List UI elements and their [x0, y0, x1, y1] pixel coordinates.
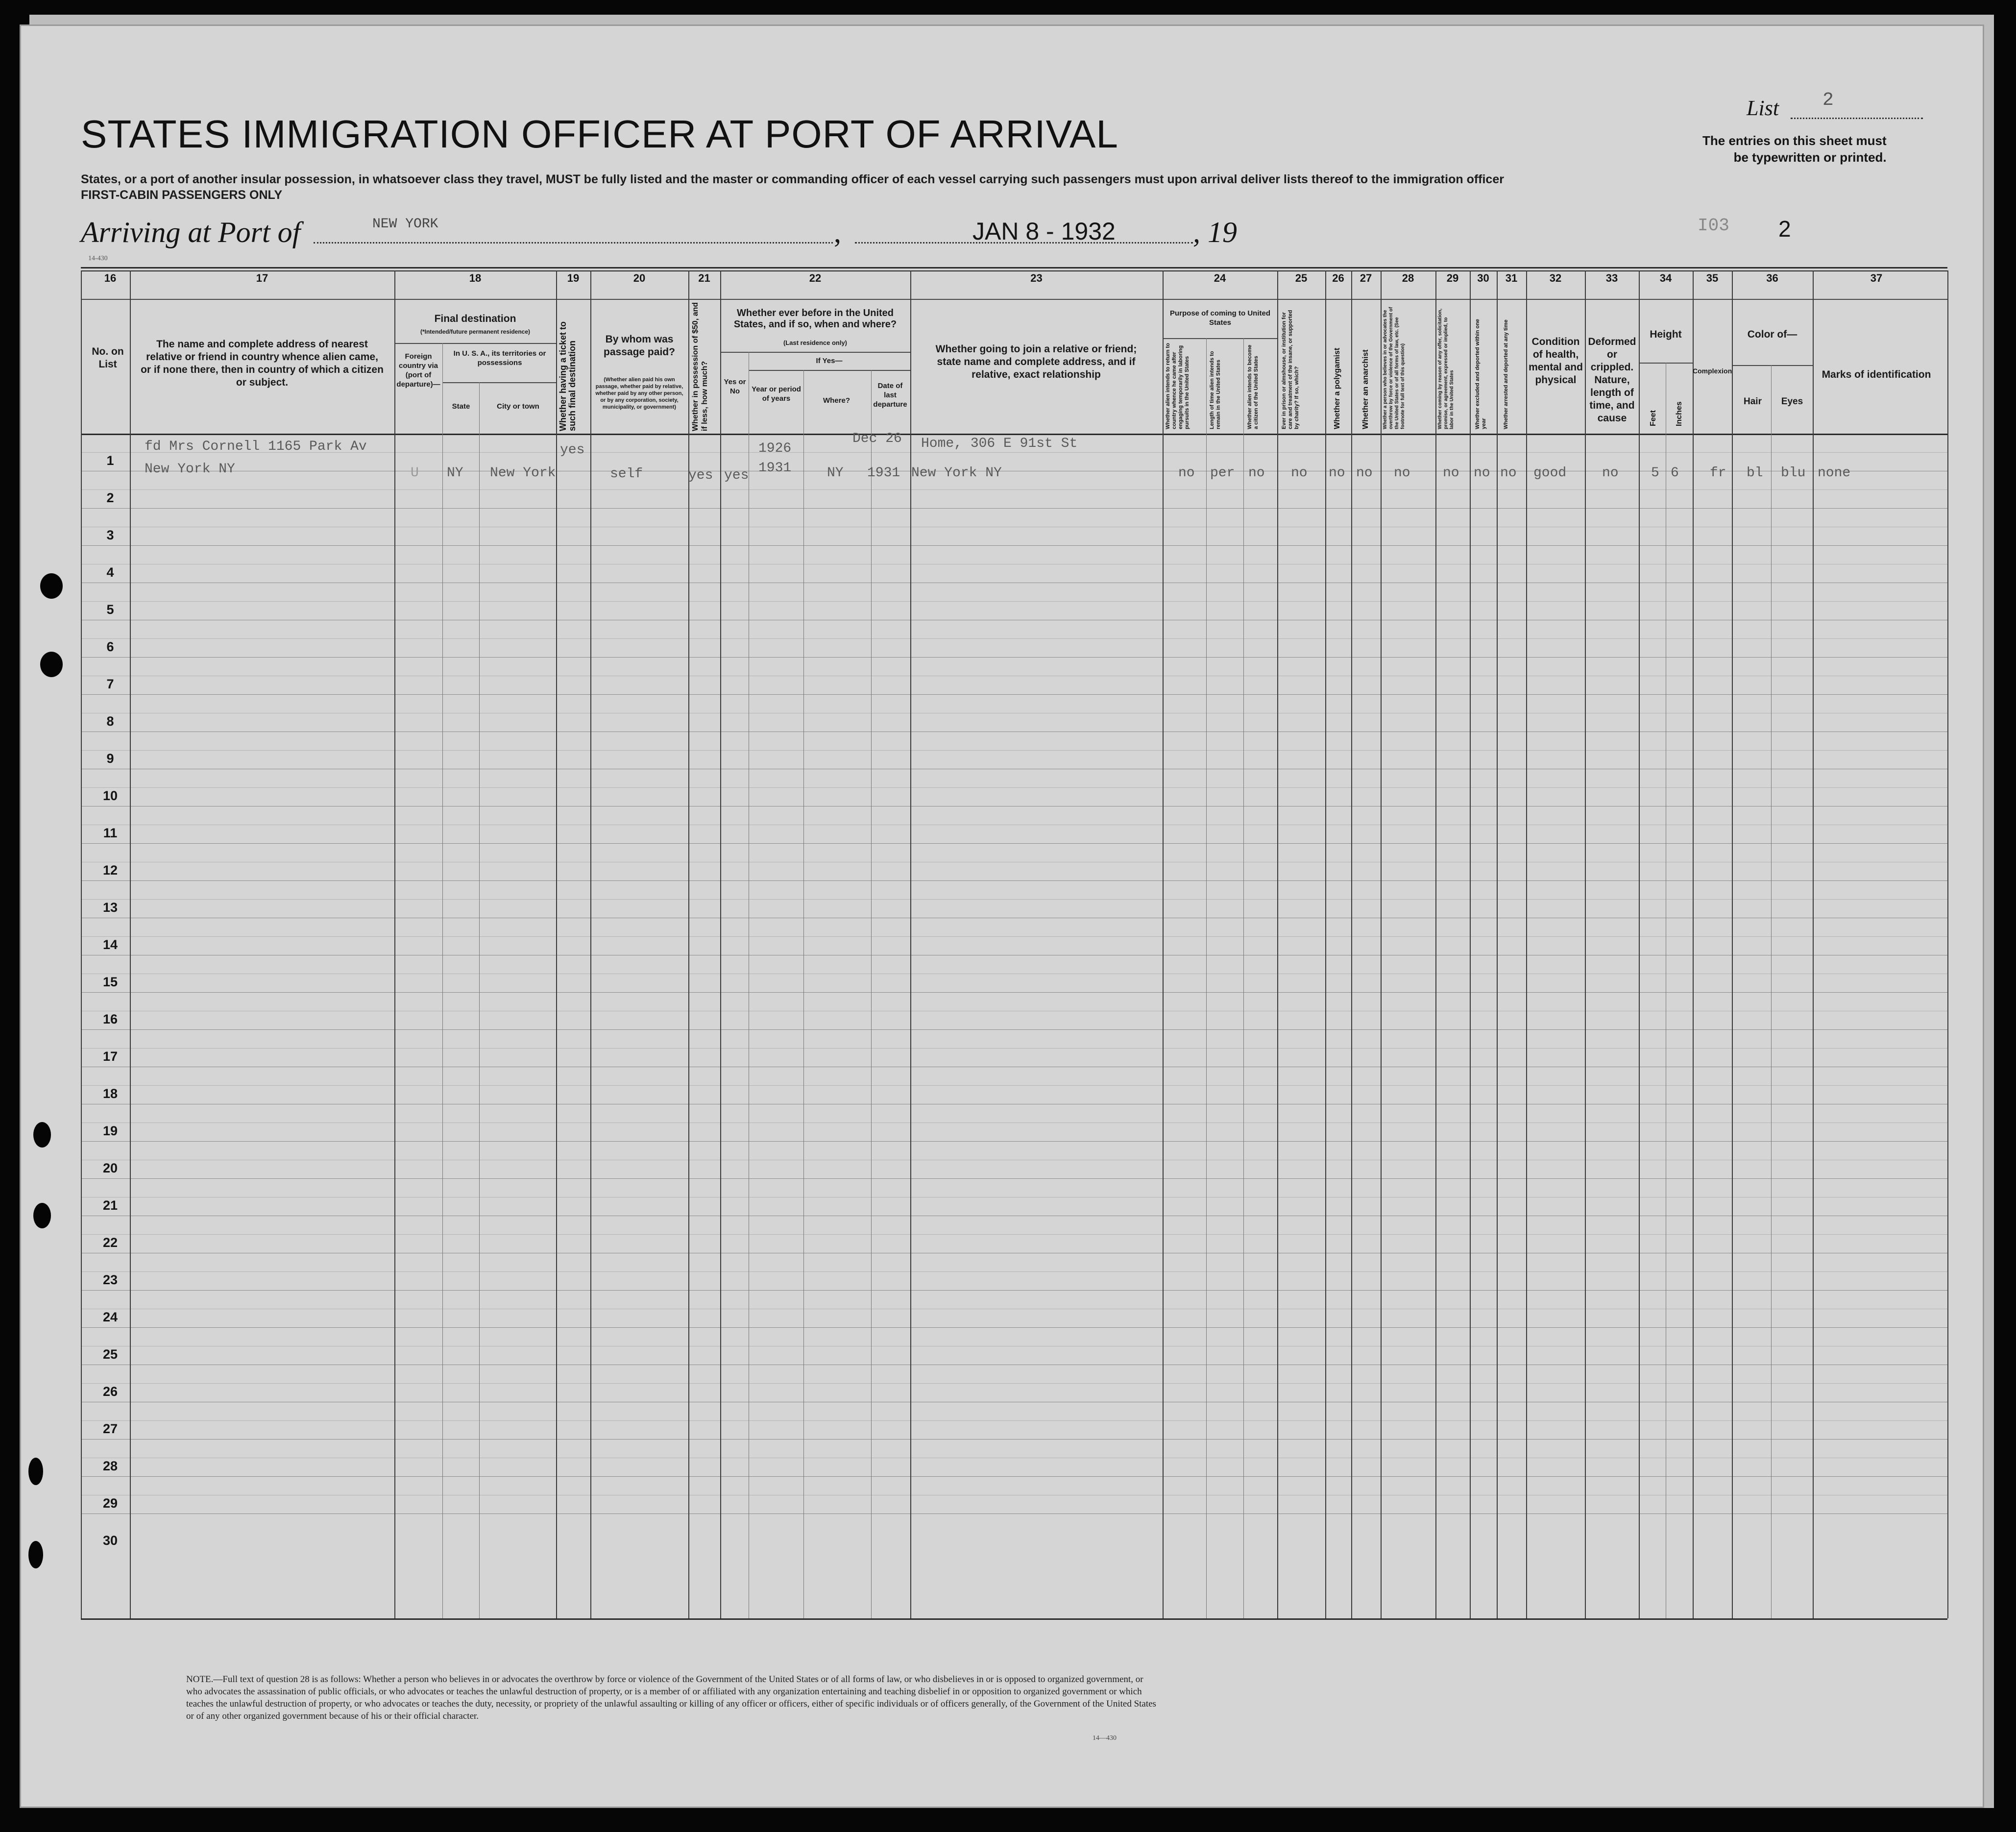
arrival-date-stamp: JAN 8 - 1932 [972, 218, 1116, 245]
row-guide [81, 936, 1947, 937]
entry-offer-labor: no [1443, 465, 1459, 481]
list-label: List [1747, 96, 1779, 120]
row-guide [81, 1271, 1947, 1272]
entry-excluded: no [1474, 465, 1490, 481]
entry-foreign-via: U [411, 465, 419, 481]
entry-return-intent: no [1178, 465, 1195, 481]
sub-column-rule [442, 343, 443, 1618]
row-number: 29 [102, 1496, 118, 1511]
intro-line-2: FIRST-CABIN PASSENGERS ONLY [81, 188, 283, 202]
entry-complexion: fr [1710, 465, 1726, 481]
entry-polygamist: no [1329, 465, 1345, 481]
intro-text [81, 171, 1504, 203]
row-rule [81, 1290, 1947, 1291]
row-number: 14 [102, 937, 118, 952]
header-foreign-country: Foreign country via (port of departure)— [396, 352, 440, 389]
row-number: 3 [106, 528, 114, 542]
header-citizen-intent: Whether alien intends to become a citizen of the United States [1247, 344, 1259, 429]
row-number: 13 [102, 900, 118, 915]
header-height: Height [1650, 329, 1682, 340]
entry-year-1: 1926 [758, 441, 792, 456]
row-number: 10 [102, 788, 118, 803]
row-number: 5 [106, 602, 114, 617]
header-in-usa: In U. S. A., its territories or possessions [453, 349, 546, 367]
page-number: 2 [1778, 216, 1791, 242]
entry-ticket: yes [560, 442, 585, 458]
column-rule [1325, 270, 1326, 1618]
sub-column-rule [871, 370, 872, 1618]
row-guide [81, 1085, 1947, 1086]
row-number: 16 [102, 1012, 118, 1026]
column-rule [1639, 270, 1640, 1618]
row-number: 24 [102, 1310, 118, 1324]
header-prison-almshouse: Ever in prison or almshouse, or institution for care and treatment of the insane, or supported by charity? If so, which? [1281, 310, 1300, 429]
row-rule [81, 545, 1947, 546]
col-number: 35 [1706, 272, 1719, 284]
sub-column-rule [1243, 338, 1244, 1618]
col-number: 31 [1505, 272, 1518, 284]
header-fifty-dollars: Whether in possession of $50, and if less, how much? [691, 302, 709, 431]
table-bottom-border [81, 1618, 1947, 1620]
entry-relative-address: fd Mrs Cornell 1165 Park Av [145, 439, 367, 454]
row-number: 2 [106, 490, 114, 505]
col-number: 36 [1766, 272, 1778, 284]
header-ever-before-us: Whether ever before in the United States, and if so, when and where? [733, 308, 897, 330]
header-yes-or-no: Yes or No [724, 378, 746, 395]
column-rule [556, 270, 557, 1618]
header-anarchist: Whether an anarchist [1361, 349, 1370, 429]
header-health: Condition of health, mental and physical [1529, 336, 1583, 386]
instruction-line-2: be typewritten or printed. [1733, 150, 1887, 165]
col-number: 23 [1030, 272, 1043, 284]
col-number: 30 [1477, 272, 1489, 284]
row-number: 11 [103, 826, 118, 840]
column-rule [1470, 270, 1471, 1618]
date-underline [855, 242, 1193, 244]
column-rule [1693, 270, 1694, 1618]
row-rule [81, 694, 1947, 695]
column-rule [394, 270, 395, 1618]
row-guide [81, 638, 1947, 639]
entry-been-before: yes [724, 468, 749, 483]
header-date-last-departure: Date of last departure [873, 382, 907, 409]
header-inches: Inches [1675, 401, 1683, 426]
entry-health: good [1533, 465, 1567, 481]
row-guide [81, 1048, 1947, 1049]
arriving-label: Arriving at Port of [81, 216, 301, 248]
entry-where: NY [827, 465, 844, 481]
row-rule [81, 992, 1947, 993]
row-rule [81, 1476, 1947, 1477]
list-number: 2 [1822, 90, 1834, 111]
manifest-sheet [20, 24, 1984, 1808]
col-number: 27 [1360, 272, 1372, 284]
col-number: 19 [567, 272, 580, 284]
col-number: 25 [1295, 272, 1308, 284]
row-guide [81, 1234, 1947, 1235]
header-color-of: Color of— [1747, 329, 1797, 340]
sub-column-rule [479, 382, 480, 1618]
column-rule [1381, 270, 1382, 1618]
row-guide [81, 1383, 1947, 1384]
punch-hole [28, 1458, 43, 1485]
column-rule [1585, 270, 1586, 1618]
header-no-on-list: No. on List [92, 346, 124, 370]
header-marks-identification: Marks of identification [1822, 369, 1931, 380]
footnote-question-28: NOTE.—Full text of question 28 is as follows: Whether a person who believes in or advocates the overthrow by force or violence of the Government of the United States or of all forms of law, or who disbelieves in or is opposed to organized government, or who advocates the assassination of public officials, or who advocates or teaches the unlawful destruction of property, or is a member of or affiliated with any organization entertaining and teaching disbelief in or opposition to organized government or which teaches the unlawful destruction of property, or who advocates or teaches the duty, necessity, or propriety of the unlawful assaulting or killing of any officer or officers, either of specific individuals or of officers generally, of the Government of the United States or of any other organized government because of his or their official character. [186, 1674, 1156, 1721]
col-number: 32 [1549, 272, 1562, 284]
column-number-divider [81, 299, 1947, 300]
header-ticket: Whether having a ticket to such final destination [558, 321, 577, 431]
row-guide [81, 601, 1947, 602]
column-rule [1526, 270, 1527, 1618]
entry-joining-city: New York NY [911, 465, 1002, 481]
entry-anarchist: no [1356, 465, 1373, 481]
entry-fifty-dollars: yes [688, 468, 713, 483]
header-return-intent: Whether alien intends to return to country whence he came after engaging temporarily in laboring pursuits in the United States [1165, 342, 1190, 429]
sheet-code: I03 [1698, 216, 1729, 236]
header-feet: Feet [1649, 410, 1657, 426]
comma: , [834, 216, 841, 248]
col-number: 24 [1214, 272, 1226, 284]
list-underline [1791, 118, 1923, 119]
arrival-port: NEW YORK [372, 217, 438, 232]
col-number: 17 [256, 272, 268, 284]
header-nearest-relative: The name and complete address of nearest relative or friend in country whence alien came, or if none there, then in country of which a citizen or subject. [141, 339, 384, 388]
row-guide [81, 489, 1947, 490]
column-rule [81, 270, 82, 1618]
header-bottom-border [81, 434, 1947, 435]
row-rule [81, 1327, 1947, 1328]
year-prefix: , 19 [1193, 216, 1237, 248]
entry-prison: no [1291, 465, 1308, 481]
entry-eyes: blu [1781, 465, 1806, 481]
instruction-line-1: The entries on this sheet must [1702, 133, 1887, 148]
entry-length-of-stay: per [1210, 465, 1235, 481]
entry-state: NY [447, 465, 463, 481]
col-number: 20 [633, 272, 646, 284]
c22-sub-divider-2 [749, 370, 910, 371]
row-number: 1 [106, 453, 114, 468]
row-number: 4 [106, 565, 114, 580]
col-number: 33 [1605, 272, 1618, 284]
row-number: 22 [102, 1235, 118, 1250]
c18-state-divider [442, 382, 556, 383]
row-rule [81, 843, 1947, 844]
column-rule [1163, 270, 1164, 1618]
header-where: Where? [823, 396, 850, 405]
form-code: 14-430 [88, 255, 108, 262]
header-length-of-stay: Length of time alien intends to remain in the United States [1209, 351, 1221, 429]
row-number: 21 [102, 1198, 118, 1213]
column-rule [590, 270, 591, 1618]
column-rule [720, 270, 721, 1618]
header-polygamist: Whether a polygamist [1333, 347, 1341, 429]
sub-column-rule [1206, 338, 1207, 1618]
header-excluded-deported: Whether excluded and deported within one year [1475, 319, 1487, 429]
table-top-border-2 [81, 270, 1947, 271]
header-complexion: Complexion [1693, 367, 1732, 375]
col-number: 26 [1332, 272, 1344, 284]
entry-overthrow: no [1394, 465, 1410, 481]
sub-column-rule [803, 370, 804, 1618]
header-purpose: Purpose of coming to United States [1170, 309, 1270, 327]
row-number: 7 [106, 677, 114, 691]
column-rule [1732, 270, 1733, 1618]
entry-departure-date-1: Dec 26 [852, 431, 902, 446]
header-if-yes: If Yes— [816, 357, 843, 365]
c24-sub-divider [1163, 338, 1277, 339]
entry-joining: Home, 306 E 91st St [921, 436, 1078, 451]
col-number: 16 [104, 272, 117, 284]
column-rule [1277, 270, 1278, 1618]
entry-city: New York [490, 465, 556, 481]
header-state: State [452, 402, 470, 411]
header-final-destination: Final destination [434, 313, 516, 324]
footnote-form-code: 14—430 [1093, 1734, 1117, 1742]
page-title: STATES IMMIGRATION OFFICER AT PORT OF ARRIVAL [81, 112, 1118, 156]
header-offer-to-labor: Whether coming by reason of any offer, solicitation, promise, or agreement, expressed or implied, to labor in the United States [1437, 308, 1455, 429]
entry-citizen-intent: no [1248, 465, 1265, 481]
port-underline [314, 242, 833, 244]
entry-hair: bl [1747, 465, 1763, 481]
row-number: 17 [102, 1049, 118, 1064]
header-eyes: Eyes [1781, 396, 1803, 407]
column-rule [1435, 270, 1436, 1618]
header-arrested-deported: Whether arrested and deported at any time [1503, 319, 1509, 429]
row-guide [81, 1420, 1947, 1421]
row-number: 6 [106, 639, 114, 654]
punch-hole [28, 1541, 43, 1568]
entry-departure-date-2: 1931 [867, 465, 900, 481]
header-city-or-town: City or town [497, 402, 539, 411]
c18-sub-divider [394, 343, 556, 344]
row-number: 18 [102, 1086, 118, 1101]
punch-hole [40, 573, 63, 599]
header-deformed: Deformed or crippled. Nature, length of time, and cause [1588, 336, 1636, 424]
row-guide [81, 787, 1947, 788]
header-hair: Hair [1744, 396, 1762, 407]
row-rule [81, 657, 1947, 658]
row-rule [81, 1029, 1947, 1030]
punch-hole [40, 652, 63, 677]
row-number: 27 [102, 1421, 118, 1436]
punch-hole [33, 1122, 51, 1148]
entry-relative-city: New York NY [145, 462, 235, 477]
entry-marks: none [1818, 465, 1851, 481]
row-number: 8 [106, 714, 114, 729]
col-number: 18 [469, 272, 482, 284]
entry-arrested: no [1500, 465, 1517, 481]
entry-height-inches: 6 [1671, 465, 1679, 481]
col-number: 29 [1446, 272, 1459, 284]
punch-hole [33, 1203, 51, 1228]
row-number: 25 [102, 1347, 118, 1362]
column-rule [1497, 270, 1498, 1618]
header-last-residence: (Last residence only) [783, 339, 848, 346]
header-passage-paid: By whom was passage paid? [604, 334, 675, 358]
col-number: 37 [1870, 272, 1883, 284]
intro-line-1: States, or a port of another insular possession, in whatsoever class they travel, MUST be fully listed and the master or commanding officer of each vessel carrying such passengers must upon arrival deliver lists thereof to the immigration officer [81, 172, 1504, 186]
entry-height-feet: 5 [1651, 465, 1659, 481]
row-rule [81, 1439, 1947, 1440]
column-rule [1947, 270, 1948, 1618]
sub-column-rule [1771, 365, 1772, 1618]
column-rule [1351, 270, 1352, 1618]
col-number: 34 [1659, 272, 1672, 284]
row-guide [81, 750, 1947, 751]
row-rule [81, 880, 1947, 881]
col-number: 22 [809, 272, 822, 284]
row-number: 9 [106, 751, 114, 766]
row-rule [81, 508, 1947, 509]
row-number: 26 [102, 1384, 118, 1399]
row-number: 28 [102, 1459, 118, 1473]
header-year-period: Year or period of years [752, 385, 801, 403]
col-number: 28 [1402, 272, 1414, 284]
typewritten-instruction [1702, 132, 1887, 166]
row-rule [81, 1178, 1947, 1179]
header-final-destination-sub: (*Intended/future permanent residence) [420, 328, 531, 335]
row-number: 19 [102, 1124, 118, 1138]
entry-year-2: 1931 [758, 461, 792, 476]
entry-passage-paid: self [610, 466, 643, 482]
row-number: 20 [102, 1161, 118, 1175]
c36-sub-divider [1732, 365, 1813, 366]
row-rule [81, 1141, 1947, 1142]
table-top-border [81, 267, 1947, 269]
col-number: 21 [698, 272, 710, 284]
row-number: 23 [102, 1272, 118, 1287]
header-passage-paid-sub: (Whether alien paid his own passage, whether paid by relative, whether paid by any other person, or by any corporation, society, municipality, or government) [595, 377, 683, 410]
header-overthrow: Whether a person who believes in or advocates the overthrow by force or violence of the Government of the United States or of all forms of law, etc. (See footnote for full text of this question) [1383, 307, 1406, 429]
row-guide [81, 899, 1947, 900]
column-rule [1813, 270, 1814, 1618]
row-number: 15 [102, 975, 118, 989]
entry-deformed: no [1602, 465, 1619, 481]
row-number: 30 [102, 1533, 118, 1548]
row-number: 12 [102, 863, 118, 878]
header-join-relative: Whether going to join a relative or friend; state name and complete address, and if relative, exact relationship [935, 343, 1137, 380]
